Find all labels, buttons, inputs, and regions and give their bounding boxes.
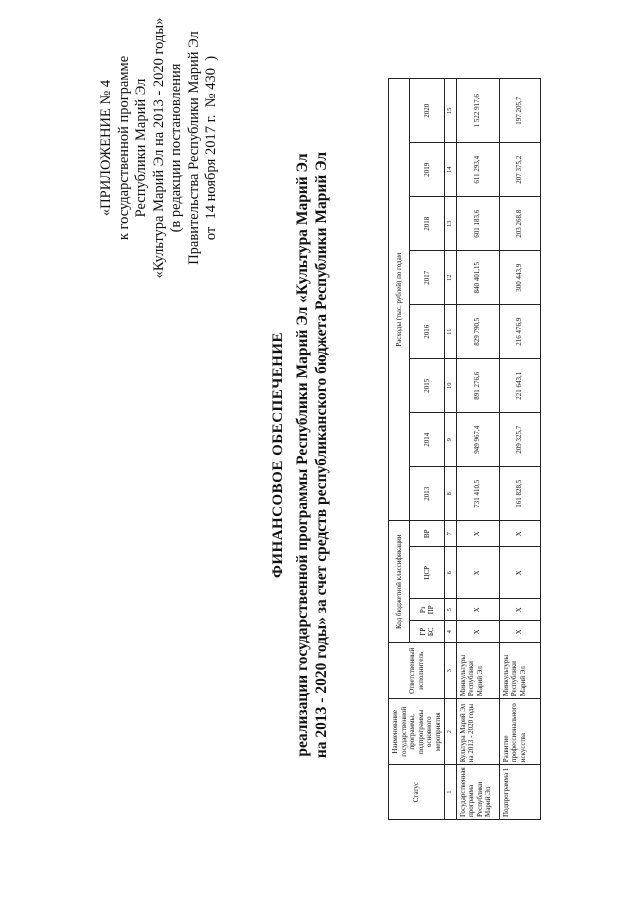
appendix-line: к государственной программе (115, 55, 132, 241)
header-executor: Ответственный исполнитель (389, 643, 445, 699)
header-row (389, 79, 410, 820)
cell-grbs: Х (499, 621, 540, 643)
cell-rzpr: Х (456, 599, 499, 621)
column-index: 11 (445, 305, 457, 359)
cell-value: 840 401,15 (456, 251, 499, 305)
cell-value: 216 476,9 (499, 305, 540, 359)
cell-value: 891 276,6 (456, 359, 499, 413)
title-sub-line: реализации государственной программы Республики Марий Эл «Культура Марий Эл (294, 153, 311, 757)
cell-rzpr: Х (499, 599, 540, 621)
appendix-line: «Культура Марий Эл на 2013 - 2020 годы» (150, 17, 167, 279)
date-prefix: от (203, 226, 219, 241)
header-budget-code: Код бюджетной классификации (389, 521, 410, 643)
column-index: 10 (445, 359, 457, 413)
header-name: Наименование государственной программы, подпрограммы основного мероприятия (389, 699, 445, 765)
date-day: 14 ноября 2017 г. (203, 114, 219, 220)
cell-value: 949 967,4 (456, 413, 499, 467)
cell-executor: Минкультуры Республики Марий Эл (456, 643, 499, 699)
decree-number: № 430 (203, 67, 219, 108)
header-expenses: Расходы (тыс. рублей) по годам (389, 79, 410, 521)
appendix-date-line (203, 3, 221, 293)
title-main: ФИНАНСОВОЕ ОБЕСПЕЧЕНИЕ (270, 331, 286, 579)
cell-value: 1 522 917,6 (456, 79, 499, 143)
column-index: 5 (445, 599, 457, 621)
cell-value: 601 183,6 (456, 197, 499, 251)
header-grbs: ГР БС (410, 621, 445, 643)
header-year: 2018 (410, 197, 445, 251)
cell-vr: Х (499, 521, 540, 547)
header-year: 2015 (410, 359, 445, 413)
date-suffix: ) (203, 55, 219, 61)
column-index: 2 (445, 699, 457, 765)
cell-csr: Х (456, 547, 499, 599)
appendix-line: Республики Марий Эл (133, 78, 149, 218)
cell-name: Культура Марий Эл на 2013 - 2020 годы (456, 699, 499, 765)
title-sub-line: на 2013 - 2020 годы» за счет средств республиканского бюджета Республики Марий Эл (313, 151, 330, 759)
header-year: 2020 (410, 79, 445, 143)
cell-value: 161 828,5 (499, 467, 540, 521)
column-index: 4 (445, 621, 457, 643)
cell-status: Государственная программа Республики Марий Эл (456, 765, 499, 820)
table-row (456, 79, 499, 820)
header-year: 2013 (410, 467, 445, 521)
column-index: 3 (445, 643, 457, 699)
column-index: 8 (445, 467, 457, 521)
cell-grbs: Х (456, 621, 499, 643)
column-index-row (445, 79, 457, 820)
cell-executor: Минкультуры Республики Марий Эл (499, 643, 540, 699)
appendix-line: «ПРИЛОЖЕНИЕ № 4 (98, 79, 114, 217)
column-index: 6 (445, 547, 457, 599)
column-index: 14 (445, 143, 457, 197)
cell-value: 221 643,1 (499, 359, 540, 413)
cell-value: 300 443,9 (499, 251, 540, 305)
appendix-line: (в редакции постановления (168, 63, 184, 233)
cell-name: Развитие профессионального искусства (499, 699, 540, 765)
financing-table (388, 78, 541, 820)
cell-value: 209 325,7 (499, 413, 540, 467)
cell-csr: Х (499, 547, 540, 599)
header-year: 2016 (410, 305, 445, 359)
column-index: 12 (445, 251, 457, 305)
column-index: 1 (445, 765, 457, 820)
cell-value: 611 293,4 (456, 143, 499, 197)
column-index: 15 (445, 79, 457, 143)
document-title (270, 65, 331, 845)
header-csr: ЦСР (410, 547, 445, 599)
cell-value: 203 268,8 (499, 197, 540, 251)
header-year: 2014 (410, 413, 445, 467)
cell-value: 207 375,2 (499, 143, 540, 197)
column-index: 13 (445, 197, 457, 251)
header-rzpr: Рз ПР (410, 599, 445, 621)
cell-status: Подпрограмма 1 (499, 765, 540, 820)
header-year: 2019 (410, 143, 445, 197)
column-index: 7 (445, 521, 457, 547)
cell-value: 731 410,5 (456, 467, 499, 521)
cell-vr: Х (456, 521, 499, 547)
header-vr: ВР (410, 521, 445, 547)
header-year: 2017 (410, 251, 445, 305)
cell-value: 829 790,5 (456, 305, 499, 359)
table-row (499, 79, 540, 820)
column-index: 9 (445, 413, 457, 467)
appendix-line: Правительства Республики Марий Эл (185, 31, 202, 265)
cell-value: 197 205,7 (499, 79, 540, 143)
header-status: Статус (389, 765, 445, 820)
appendix-header (98, 3, 221, 293)
